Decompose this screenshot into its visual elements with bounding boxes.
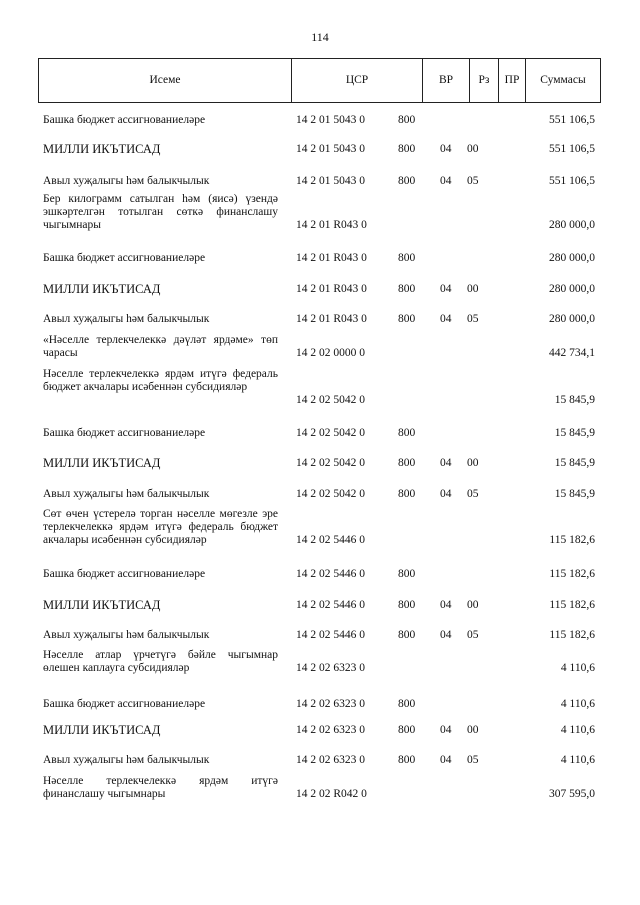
table-row [0,175,640,188]
header-sum: Суммасы [540,74,586,86]
row-sum: 4 110,6 [560,754,595,766]
row-pr: 05 [467,629,479,641]
row-vr: 800 [398,114,416,126]
table-row [0,568,640,581]
row-csr: 14 2 02 5446 0 [296,629,365,641]
row-csr: 14 2 02 5042 0 [296,488,365,500]
row-sum: 280 000,0 [549,283,595,295]
row-sum: 551 106,5 [549,143,595,155]
table-row [0,698,640,711]
table-row [0,114,640,127]
table-row [0,488,640,501]
row-csr: 14 2 01 5043 0 [296,143,365,155]
row-sum: 15 845,9 [554,457,595,469]
table-row [0,313,640,326]
header-pr: ПР [499,59,526,102]
row-sum: 280 000,0 [549,313,595,325]
row-rz: 04 [440,488,452,500]
row-rz: 04 [440,724,452,736]
row-sum: 115 182,6 [549,568,595,580]
row-pr: 00 [467,457,479,469]
row-pr: 05 [467,754,479,766]
row-csr: 14 2 01 R043 0 [296,219,367,231]
row-pr: 00 [467,283,479,295]
row-name: Башка бюджет ассигнованиеләре [43,568,206,580]
row-vr: 800 [398,143,416,155]
row-sum: 280 000,0 [549,219,595,231]
row-vr: 800 [398,754,416,766]
row-sum: 115 182,6 [549,599,595,611]
row-vr: 800 [398,252,416,264]
row-sum: 307 595,0 [549,788,595,800]
row-csr: 14 2 02 6323 0 [296,724,365,736]
row-pr: 05 [467,488,479,500]
table-row [0,724,640,737]
row-csr: 14 2 02 0000 0 [296,347,365,359]
table-row [0,283,640,296]
row-name: Авыл хуҗалыгы һәм балыкчылык [43,175,210,187]
table-row [0,599,640,612]
row-vr: 800 [398,457,416,469]
row-rz: 04 [440,599,452,611]
row-name: «Нәселле терлекчелеккә дәүләт ярдәме» төп чарасы [43,334,278,359]
row-pr: 05 [467,175,479,187]
row-vr: 800 [398,629,416,641]
row-csr: 14 2 02 5446 0 [296,568,365,580]
header-name: Исеме [39,59,292,102]
row-name: МИЛЛИ ИКЪТИСАД [43,282,161,296]
table-header [38,58,601,103]
page-number: 114 [311,30,329,44]
row-sum: 15 845,9 [554,427,595,439]
row-name: Нәселле терлекчелеккә ярдәм итүгә финанслашу чыгымнары [43,775,278,800]
row-name: Сөт өчен үстерелә торган нәселле мөгезле эре терлекчелеккә ярдәм итүгә федераль бюджет акчалары исәбеннән субсидияләр [43,508,278,546]
row-name: МИЛЛИ ИКЪТИСАД [43,142,161,156]
table-row [0,629,640,642]
row-vr: 800 [398,175,416,187]
row-csr: 14 2 02 5042 0 [296,457,365,469]
row-name: Авыл хуҗалыгы һәм балыкчылык [43,629,210,641]
row-name: Башка бюджет ассигнованиеләре [43,114,206,126]
row-sum: 4 110,6 [560,724,595,736]
table-row [0,508,640,547]
row-name: МИЛЛИ ИКЪТИСАД [43,723,161,737]
row-rz: 04 [440,283,452,295]
row-pr: 00 [467,599,479,611]
row-sum: 551 106,5 [549,114,595,126]
table-row [0,775,640,801]
header-csr: ЦСР [292,59,423,102]
row-sum: 115 182,6 [549,629,595,641]
table-row [0,193,640,232]
table-row [0,457,640,470]
row-vr: 800 [398,283,416,295]
row-name: Авыл хуҗалыгы һәм балыкчылык [43,313,210,325]
row-csr: 14 2 02 5446 0 [296,599,365,611]
table-row [0,252,640,265]
row-csr: 14 2 02 R042 0 [296,788,367,800]
row-name: Нәселле атлар үрчетүгә бәйле чыгымнар өлешен каплауга субсидияләр [43,649,278,674]
row-sum: 15 845,9 [554,488,595,500]
row-name: Башка бюджет ассигнованиеләре [43,252,206,264]
row-rz: 04 [440,457,452,469]
table-row [0,649,640,675]
row-rz: 04 [440,754,452,766]
row-vr: 800 [398,599,416,611]
row-vr: 800 [398,724,416,736]
row-name: Авыл хуҗалыгы һәм балыкчылык [43,754,210,766]
row-vr: 800 [398,568,416,580]
row-csr: 14 2 02 6323 0 [296,754,365,766]
row-vr: 800 [398,427,416,439]
row-csr: 14 2 02 5042 0 [296,427,365,439]
row-csr: 14 2 01 5043 0 [296,175,365,187]
row-csr: 14 2 01 5043 0 [296,114,365,126]
row-csr: 14 2 02 5042 0 [296,394,365,406]
row-rz: 04 [440,143,452,155]
row-name: Бер килограмм сатылган һәм (яисә) үзендә эшкәртелгән тотылган сөткә финанслашу чыгымнары [43,193,278,231]
row-pr: 00 [467,724,479,736]
row-vr: 800 [398,313,416,325]
row-sum: 280 000,0 [549,252,595,264]
row-name: Авыл хуҗалыгы һәм балыкчылык [43,488,210,500]
table-row [0,334,640,360]
row-name: Башка бюджет ассигнованиеләре [43,698,206,710]
header-vr: ВР [423,59,470,102]
row-pr: 05 [467,313,479,325]
table-row [0,427,640,440]
row-sum: 551 106,5 [549,175,595,187]
row-name: Нәселле терлекчелеккә ярдәм итүгә федераль бюджет акчалары исәбеннән субсидияләр [43,368,278,393]
row-name: МИЛЛИ ИКЪТИСАД [43,456,161,470]
row-csr: 14 2 02 6323 0 [296,698,365,710]
row-vr: 800 [398,488,416,500]
row-sum: 115 182,6 [549,534,595,546]
table-row [0,754,640,767]
row-rz: 04 [440,175,452,187]
row-sum: 15 845,9 [554,394,595,406]
row-name: МИЛЛИ ИКЪТИСАД [43,598,161,612]
row-pr: 00 [467,143,479,155]
row-sum: 442 734,1 [549,347,595,359]
row-csr: 14 2 02 5446 0 [296,534,365,546]
row-rz: 04 [440,629,452,641]
row-csr: 14 2 02 6323 0 [296,662,365,674]
row-sum: 4 110,6 [560,698,595,710]
row-csr: 14 2 01 R043 0 [296,283,367,295]
row-name: Башка бюджет ассигнованиеләре [43,427,206,439]
row-sum: 4 110,6 [560,662,595,674]
table-row [0,143,640,156]
header-rz: Рз [470,59,499,102]
row-vr: 800 [398,698,416,710]
row-csr: 14 2 01 R043 0 [296,313,367,325]
row-csr: 14 2 01 R043 0 [296,252,367,264]
row-rz: 04 [440,313,452,325]
table-row [0,368,640,407]
